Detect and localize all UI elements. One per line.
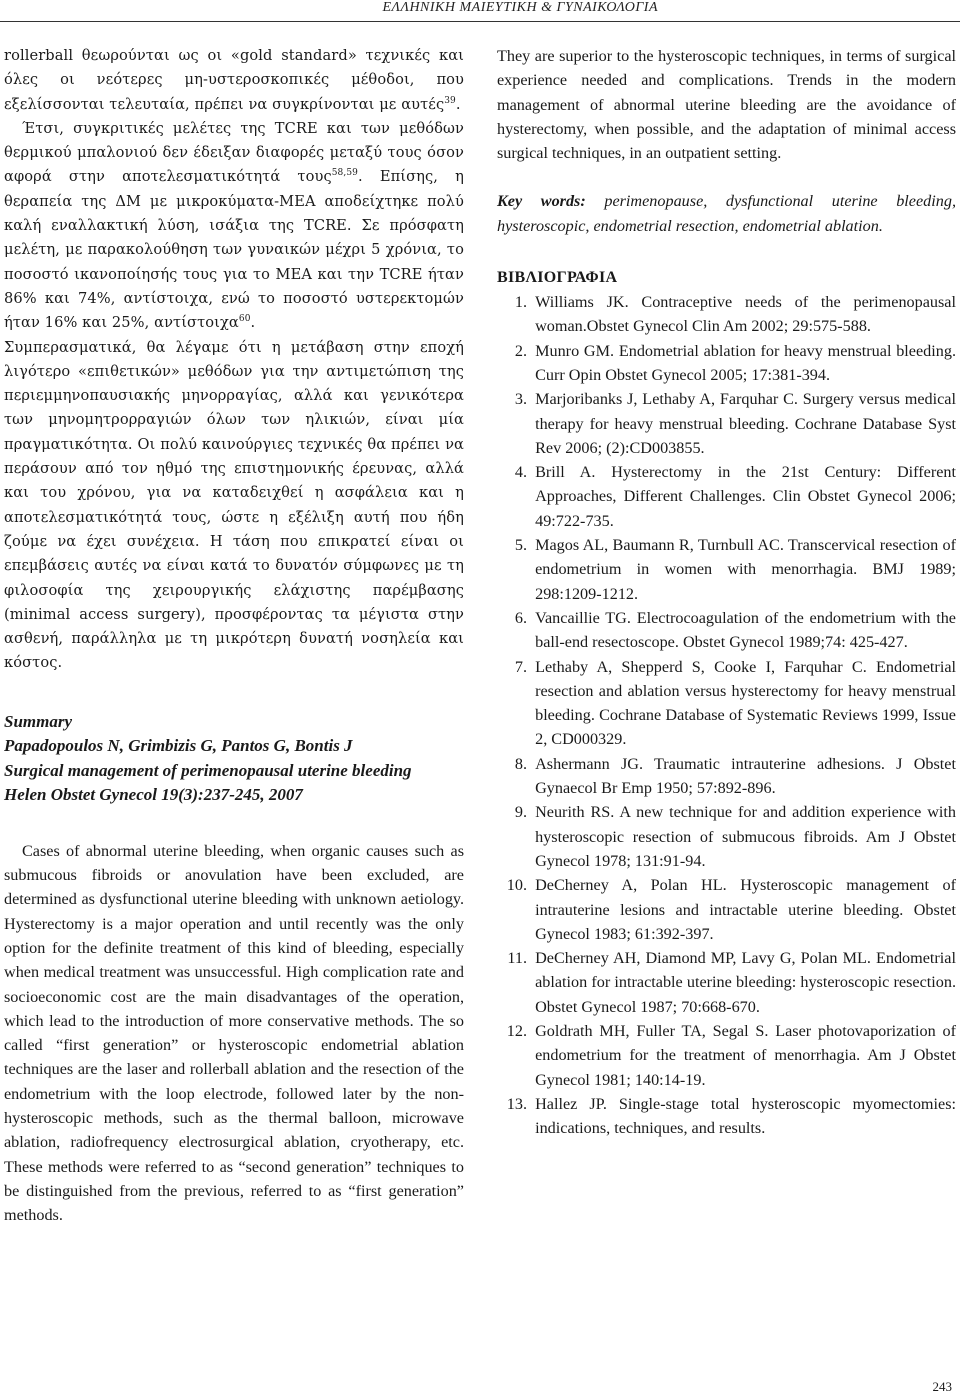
citation-superscript: 58,59 bbox=[331, 168, 358, 179]
keywords-text: perimenopause, dysfunctional uterine bleeding, hysteroscopic, endometrial resection, endometrial ablation. bbox=[497, 192, 956, 235]
reference-item bbox=[497, 606, 956, 655]
reference-number: 7. bbox=[514, 657, 527, 676]
reference-text: DeCherney A, Polan HL. Hysteroscopic management of intrauterine lesions and intractable uterine bleeding. Obstet Gynecol 1983; 61:392-397. bbox=[535, 876, 956, 943]
reference-item bbox=[497, 533, 956, 606]
reference-number: 9. bbox=[514, 803, 527, 822]
reference-item bbox=[497, 1019, 956, 1092]
reference-item bbox=[497, 946, 956, 1019]
summary-heading: Summary bbox=[4, 711, 73, 731]
reference-item bbox=[497, 873, 956, 946]
paragraph-text: . Επίσης, η θεραπεία της ΔΜ με μικροκύματα-MEA αποδείχτηκε πολύ καλή εναλλακτική λύση, ισάξια της TCRE. Σε πρόσφατη μελέτη, με παρακολούθηση των γυναικών μέχρι 5 χρόνια, το ποσοστό ικανοποίησής τους για το MEA και την TCRE ήταν 86% και 74%, αντίστοιχα, ενώ το ποσοστό υστερεκτομών ήταν 16% και 25%, αντίστοιχα bbox=[4, 168, 465, 332]
body-paragraph-3: Συμπερασματικά, θα λέγαμε ότι η μετάβαση στην εποχή λιγότερο «επιθετικών» μεθόδων για την αντιμετώπιση της περιεμμηνοπαυσιακής μηνορραγίας, αλλά και γενικότερα των μηνομητρορραγιών όλων των ηλικιών, είναι μία πραγματικότητα. Οι πολύ καινούργιες τεχνικές θα πρέπει να περάσουν από τον ηθμό της επιστημονικής έρευνας, αλλά και του χρόνου, για να καταδειχθεί η ασφάλεια και η αποτελεσματικότητά τους, ώστε η εξέλιξη αυτή που ήδη ζούμε να έχει συνέχεια. Η τάση που επικρατεί είναι οι επεμβάσεις αυτές να είναι κατά το δυνατόν σύμφωνες με τη φιλοσοφία της χειρουργικής ελάχιστης παρέμβασης (minimal access surgery), προσφέροντας τα μέγιστα στην ασθενή, παράλληλα με τη μικρότερη δυνατή νοσηλεία και κόστος. bbox=[4, 338, 464, 672]
header-rule bbox=[0, 21, 960, 22]
reference-number: 4. bbox=[514, 463, 527, 482]
paragraph-text: Έτσι, συγκριτικές μελέτες της TCRE και των μεθόδων θερμικού μπαλονιού δεν έδειξαν διαφορές μεταξύ τους όσον αφορά στην αποτελεσματικότητά τους bbox=[4, 119, 464, 186]
reference-number: 8. bbox=[514, 754, 527, 773]
reference-text: Marjoribanks J, Lethaby A, Farquhar C. Surgery versus medical therapy for heavy menstrual bleeding. Cochrane Database Syst Rev 2006; (2):CD003855. bbox=[535, 390, 956, 457]
reference-list bbox=[497, 290, 956, 1140]
reference-item bbox=[497, 1092, 956, 1141]
paragraph-text: rollerball θεωρούνται ως οι «gold standard» τεχνικές και όλες οι νεότερες μη-υστεροσκοπικές μέθοδοι, που εξελίσσονται τελευταία, πρέπει να συγκρίνονται με αυτές bbox=[4, 47, 464, 113]
reference-text: Williams JK. Contraceptive needs of the perimenopausal woman.Obstet Gynecol Clin Am 2002; 29:575-588. bbox=[535, 293, 956, 336]
abstract-continuation: They are superior to the hysteroscopic techniques, in terms of surgical experience needed and complications. Trends in the modern management of abnormal uterine bleeding are the avoidance of hysterectomy, when possible, and the adaptation of minimal access surgical techniques, in an outpatient setting. bbox=[497, 47, 956, 163]
reference-number: 3. bbox=[514, 390, 527, 409]
summary-authors: Papadopoulos N, Grimbizis G, Pantos G, Bontis J bbox=[4, 736, 353, 756]
reference-text: Brill A. Hysterectomy in the 21st Century: Different Approaches, Different Challenges. Clin Obstet Gynecol 2006; 49:722-735. bbox=[535, 463, 956, 530]
reference-number: 13. bbox=[506, 1094, 527, 1113]
summary-citation: Helen Obstet Gynecol 19(3):237-245, 2007 bbox=[4, 785, 303, 805]
citation-superscript: 60 bbox=[238, 314, 251, 325]
reference-item bbox=[497, 752, 956, 801]
reference-text: Vancaillie TG. Electrocoagulation of the endometrium with the ball-end resectoscope. Obstet Gynecol 1989;74: 425-427. bbox=[535, 608, 956, 652]
reference-item bbox=[497, 655, 956, 752]
reference-text: Neurith RS. A new technique for and addition experience with hysteroscopic resection of submucous fibroids. Am J Obstet Gynecol 1978; 131:91-94. bbox=[535, 803, 956, 870]
reference-number: 11. bbox=[507, 949, 527, 968]
reference-text: Lethaby A, Shepperd S, Cooke I, Farquhar C. Endometrial resection and ablation versus hysterectomy for heavy menstrual bleeding. Cochrane Database of Systematic Reviews 1999, Issue 2, CD000329. bbox=[535, 657, 956, 749]
reference-number: 5. bbox=[514, 536, 527, 555]
right-column bbox=[497, 44, 956, 1140]
left-column bbox=[4, 44, 464, 1227]
abstract-paragraph: Cases of abnormal uterine bleeding, when organic causes such as submucous fibroids or anovulation have been excluded, are determined as dysfunctional uterine bleeding with unknown aetiology. Hysterectomy is a major operation and until recently was the only option for the definite treatment of this kind of bleeding, especially when medical treatment was unsuccessful. High complication rate and socioeconomic cost are the main disadvantages of the operation, which lead to the introduction of more conservative methods. The so called “first generation” or hysteroscopic endometrial ablation techniques are the laser and rollerball ablation and the resection of the endometrium with the loop electrode, followed later by the non-hysteroscopic methods, such as the thermal balloon, microwave ablation, radiofrequency electrosurgical ablation, cryotherapy, etc. These methods were referred to as “second generation” techniques to be distinguished from the previous, referred to as “first generation” methods. bbox=[4, 841, 464, 1225]
reference-item bbox=[497, 339, 956, 388]
reference-text: Goldrath MH, Fuller TA, Segal S. Laser photovaporization of endometrium for the treatment of menorrhagia. Am J Obstet Gynecol 1981; 140:14-19. bbox=[535, 1021, 956, 1089]
reference-number: 2. bbox=[514, 341, 527, 360]
reference-item bbox=[497, 290, 956, 339]
reference-number: 1. bbox=[514, 293, 527, 312]
reference-text: DeCherney AH, Diamond MP, Lavy G, Polan ML. Endometrial ablation for intractable uterine bleeding: hysteroscopic resection. Obstet Gynecol 1987; 70:668-670. bbox=[535, 949, 956, 1016]
reference-number: 6. bbox=[514, 608, 527, 627]
reference-number: 12. bbox=[506, 1021, 527, 1040]
reference-item bbox=[497, 460, 956, 533]
reference-text: Magos AL, Baumann R, Turnbull AC. Transcervical resection of endometrium in women with menorrhagia. BMJ 1989; 298:1209-1212. bbox=[535, 536, 956, 603]
keywords-label: Key words: bbox=[497, 192, 586, 211]
summary-title: Surgical management of perimenopausal uterine bleeding bbox=[4, 760, 412, 780]
reference-text: Ashermann JG. Traumatic intrauterine adhesions. J Obstet Gynaecol Br Emp 1950; 57:892-896. bbox=[535, 754, 956, 798]
running-header: ΕΛΛΗΝΙΚΗ ΜΑΙΕΥΤΙΚΗ & ΓΥΝΑΙΚΟΛΟΓΙΑ bbox=[382, 0, 658, 15]
citation-superscript: 39 bbox=[444, 95, 456, 106]
body-paragraph-1: rollerball θεωρούνται ως οι «gold standard» τεχνικές και όλες οι νεότερες μη-υστεροσκοπικές μέθοδοι, που εξελίσσονται τελευταία, πρέπει να συγκρίνονται με αυτές$^{39}$. bbox=[4, 47, 464, 113]
summary-block bbox=[4, 710, 464, 808]
keywords bbox=[497, 189, 956, 238]
reference-number: 10. bbox=[506, 876, 527, 895]
reference-text: Hallez JP. Single-stage total hysteroscopic myomectomies: indications, techniques, and results. bbox=[535, 1094, 956, 1138]
reference-item bbox=[497, 387, 956, 460]
body-paragraph-2: Έτσι, συγκριτικές μελέτες της TCRE και των μεθόδων θερμικού μπαλονιού δεν έδειξαν διαφορές μεταξύ τους όσον αφορά στην αποτελεσματικότητά τους$^{58,59}$. Επίσης, η θεραπεία της ΔΜ με μικροκύματα-MEA αποδείχτηκε πολύ καλή εναλλακτική λύση, ισάξια της TCRE. Σε πρόσφατη μελέτη, με παρακολούθηση των γυναικών μέχρι 5 χρόνια, το ποσοστό ικανοποίησής τους για το MEA και την TCRE ήταν 86% και 74%, αντίστοιχα, ενώ το ποσοστό υστερεκτομών ήταν 16% και 25%, αντίστοιχα$^{60}$. bbox=[4, 119, 465, 332]
bibliography-title: ΒΙΒΛΙΟΓΡΑΦΙΑ bbox=[497, 269, 618, 287]
reference-item bbox=[497, 800, 956, 873]
page-number: 243 bbox=[932, 1379, 952, 1394]
reference-text: Munro GM. Endometrial ablation for heavy menstrual bleeding. Curr Opin Obstet Gynecol 2005; 17:381-394. bbox=[535, 341, 956, 384]
